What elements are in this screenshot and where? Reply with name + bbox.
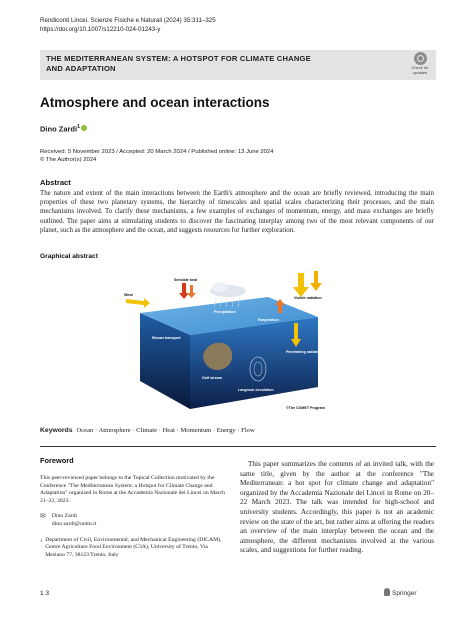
article-title: Atmosphere and ocean interactions	[40, 95, 270, 110]
publication-dates	[40, 148, 274, 165]
journal-line: Rendiconti Lincei. Scienze Fisiche e Naturali (2024) 35:311–325	[40, 17, 216, 24]
check-updates-icon	[414, 52, 427, 65]
keywords-list: Ocean · Atmosphere · Climate · Heat · Momentum · Energy · Flow	[76, 427, 255, 434]
label-gulf-stream: Gulf stream	[202, 376, 222, 380]
section-divider	[40, 446, 436, 447]
label-wind: Wind	[124, 293, 133, 297]
sensible-heat-arrow-2	[187, 285, 196, 298]
foreword-body: This paper summarizes the contents of an invited talk, with the same title, given by the author at the conference "The Mediterranean: a hot spot for climate change and adaptation" organized by the Accademia Nazionale dei Lincei in Rome on 20–22 March 2023. The talk was intended for high-school and university students. Accordingly, this paper is not an academic review on the state of the art, but rather aims at offering the readers an overview of the main interplay between the ocean and the atmosphere, the different mechanisms involved at the various scales, and suggestions for further reading.	[240, 460, 434, 555]
journal-header	[40, 17, 216, 34]
visible-radiation-arrow	[293, 273, 309, 297]
springer-horse-icon	[384, 588, 390, 596]
cloud-puff	[212, 282, 228, 292]
publisher-name: Springer	[392, 590, 417, 597]
orcid-icon[interactable]	[81, 125, 87, 131]
affiliation-number: 1	[40, 537, 43, 543]
envelope-icon: ✉	[40, 512, 46, 521]
section-banner	[40, 50, 436, 80]
graphical-abstract-figure	[118, 269, 342, 414]
keywords-line	[40, 427, 255, 434]
contact-email[interactable]: dino.zardi@unitn.it	[51, 520, 97, 527]
sensible-heat-arrow	[179, 283, 189, 299]
label-evaporation: Evaporation	[258, 318, 279, 322]
abstract-heading: Abstract	[40, 178, 71, 187]
label-penetrating-radiation: Penetrating radiation	[286, 350, 322, 354]
wind-arrow	[126, 298, 150, 308]
section-title-line2: AND ADAPTATION	[46, 64, 116, 73]
label-ekman-transport: Ekman transport	[152, 336, 181, 340]
label-sensible-heat: Sensible heat	[174, 278, 198, 282]
contact-name: Dino Zardi	[51, 513, 77, 520]
label-langmuir-circulation: Langmuir circulation	[238, 388, 274, 392]
check-updates-line1: Check for	[411, 65, 429, 70]
affiliation-block	[40, 537, 226, 560]
author-line	[40, 124, 87, 134]
graphical-abstract-heading: Graphical abstract	[40, 253, 98, 260]
doi-link[interactable]: https://doi.org/10.1007/s12210-024-01243-y	[40, 25, 161, 33]
label-precipitation: Precipitation	[214, 310, 236, 314]
check-for-updates-button[interactable]	[407, 52, 433, 78]
footnotes-column	[40, 475, 226, 559]
page-marker: 1 3	[40, 590, 50, 597]
affiliation-text: Department of Civil, Environmental, and Mechanical Engineering (DICAM), Centre Agriculture Food Environment (C3A), University of Trento, Via Mesiano 77, 38123 Trento, Italy	[45, 536, 222, 558]
abstract-text: The nature and extent of the main interactions between the Earth's atmosphere and the ocean are briefly reviewed, introducing the main properties of these two planetary systems, the hierarchy of timescales and spatial scales characterizing their processes, and the main mechanisms involved. To clarify these mechanisms, a few examples of exchanges of momentum, energy, and mass exchanges are briefly outlined. The paper aims at stimulating students to discover the fascinating interplay among two of the most relevant components of our planet, such as the atmosphere and the ocean, and suggests resources for further exploration.	[40, 190, 434, 234]
figure-credit: ©The COMET Program	[286, 406, 325, 410]
section-title-line1: THE MEDITERRANEAN SYSTEM: A HOTSPOT FOR CLIMATE CHANGE	[46, 54, 311, 63]
keywords-label: Keywords	[40, 427, 73, 434]
collection-note: This peer-reviewed paper belongs to the Topical Collection motivated by the Conference "The Mediterranean System: a Hotspot for Climate Change and Adaptation" organized in Rome at the Accademia Nazionale dei Lincei on March 21–22, 2023.	[40, 475, 225, 504]
author-name[interactable]: Dino Zardi	[40, 124, 78, 134]
visible-radiation-arrow-2	[310, 271, 322, 291]
label-visible-radiation: Visible radiation	[294, 296, 322, 300]
section-title	[46, 54, 346, 74]
foreword-heading: Foreword	[40, 456, 74, 465]
contact-block	[40, 513, 226, 528]
author-affiliation-sup: 1	[77, 124, 80, 130]
check-updates-label	[407, 66, 433, 75]
publisher-logo	[384, 588, 417, 597]
ocean-atmosphere-diagram	[118, 269, 342, 414]
copyright-line: © The Author(s) 2024	[40, 157, 97, 164]
check-updates-line2: updates	[412, 69, 428, 75]
dates-line: Received: 5 November 2023 / Accepted: 20 March 2024 / Published online: 13 June 2024	[40, 149, 274, 155]
